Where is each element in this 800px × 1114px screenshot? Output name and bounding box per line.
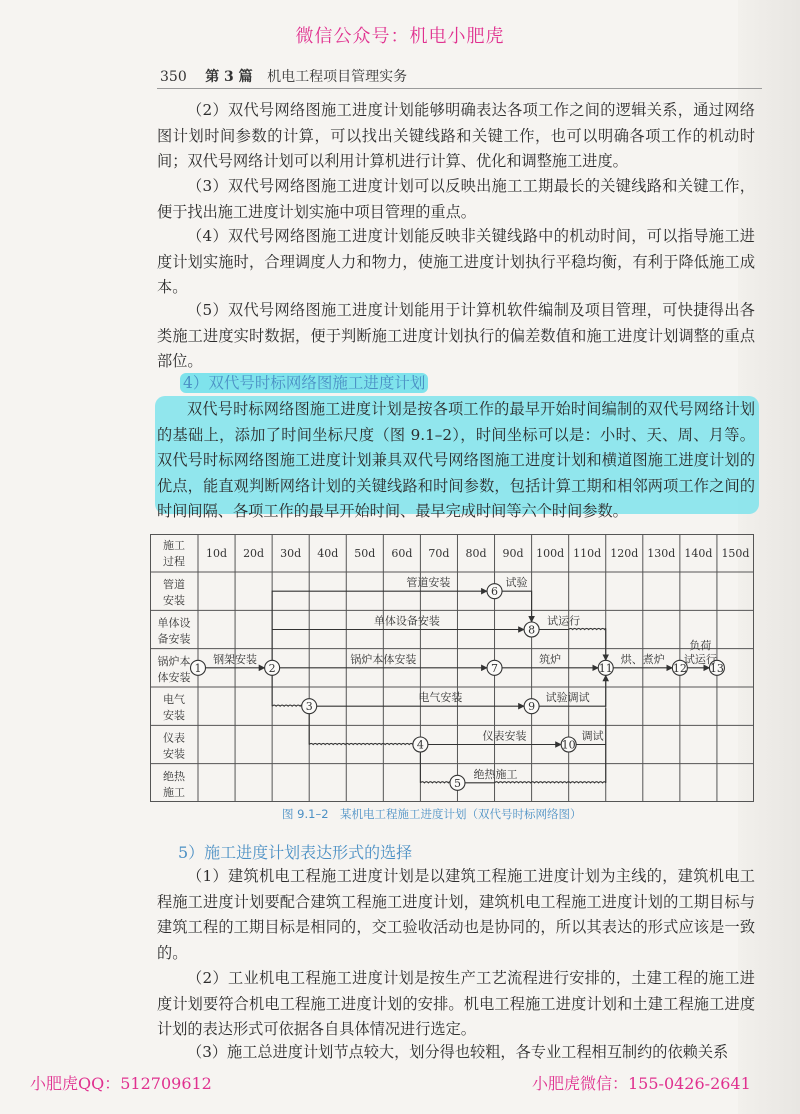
activity-label: 试运行 <box>683 652 717 666</box>
figure-caption <box>282 806 582 822</box>
activity-label: 烘、煮炉 <box>620 652 665 666</box>
float-3-4 <box>309 743 413 744</box>
activity-label: 钢架安装 <box>213 652 258 666</box>
activity-label: 绝热施工 <box>473 767 518 781</box>
node-number: 12 <box>672 661 687 675</box>
process-label-line2: 安装 <box>163 594 185 608</box>
time-column-label: 130d <box>647 547 676 560</box>
node-number: 9 <box>528 700 536 714</box>
process-label-line1: 单体设 <box>157 616 191 630</box>
process-label-line2: 安装 <box>163 709 185 723</box>
running-header <box>160 66 407 86</box>
process-label-line1: 电气 <box>163 693 185 707</box>
node-number: 6 <box>491 585 499 599</box>
activity-label: 负荷 <box>689 638 712 652</box>
activity-label: 筑炉 <box>539 652 562 666</box>
node-number: 8 <box>528 623 536 637</box>
node-number: 3 <box>305 700 313 714</box>
section-5-heading: 5）施工进度计划表达形式的选择 <box>178 843 413 862</box>
activity-label: 电气安装 <box>418 691 463 705</box>
section-5-paragraph-2: （2）工业机电工程施工进度计划是按生产工艺流程进行安排的，土建工程的施工进度计划要符合机电工程施工进度计划的安排。机电工程施工进度计划和土建工程施工进度计划的表达形式可依据各自具体情况进行选定。 <box>157 969 755 1038</box>
section-5-paragraph-3: （3）施工总进度计划节点较大，划分得也较粗，各专业工程相互制约的依赖关系 <box>187 1043 729 1061</box>
section-5-paragraph-1: （1）建筑机电工程施工进度计划是以建筑工程施工进度计划为主线的，建筑机电工程施工进度计划要配合建筑工程施工进度计划，建筑机电工程施工进度计划的工期目标与建筑工程的工期目标是相同的，交工验收活动也是协同的，所以其表达的形式应该是一致的。 <box>157 867 755 962</box>
time-column-label: 70d <box>428 547 450 560</box>
paragraph-2: （2）双代号网络图施工进度计划能够明确表达各项工作之间的逻辑关系，通过网络图计划时间参数的计算，可以找出关键线路和关键工作，也可以明确各项工作的机动时间；双代号网络计划可以利用计算机进行计算、优化和调整施工进度。 <box>157 101 755 170</box>
process-label-line1: 锅炉本 <box>157 654 191 668</box>
time-column-label: 40d <box>317 547 339 560</box>
process-label-line1: 绝热 <box>163 769 185 783</box>
process-label-line2: 施工 <box>163 785 185 799</box>
time-column-label: 120d <box>610 547 639 560</box>
activity-label: 试运行 <box>547 614 581 628</box>
watermark-top: 微信公众号：机电小肥虎 <box>295 26 505 47</box>
activity-label: 调试 <box>581 729 604 743</box>
figure-caption-text: 图 9.1–2 某机电工程施工进度计划（双代号时标网络图） <box>282 807 582 821</box>
activity-label: 试验调试 <box>545 691 590 705</box>
time-column-label: 100d <box>536 547 565 560</box>
process-label-line2: 备安装 <box>157 632 191 646</box>
time-column-label: 60d <box>391 547 413 560</box>
node-number: 13 <box>709 661 724 675</box>
time-scaled-network-chart <box>150 534 754 802</box>
node-number: 7 <box>491 661 499 675</box>
process-label-line2: 安装 <box>163 747 185 761</box>
activity-label: 锅炉本体安装 <box>350 652 417 666</box>
time-column-label: 80d <box>465 547 487 560</box>
paragraph-5: （5）双代号网络图施工进度计划能用于计算机软件编制及项目管理，可快捷得出各类施工进度实时数据，便于判断施工进度计划执行的偏差数值和施工进度计划调整的重点部位。 <box>157 301 755 370</box>
part-title: 机电工程项目管理实务 <box>267 69 408 85</box>
part-label: 第 3 篇 <box>205 69 253 85</box>
activity-label: 管道安装 <box>406 576 451 590</box>
process-label-line2: 体安装 <box>157 670 191 684</box>
header-rule <box>157 88 762 89</box>
activity-label: 单体设备安装 <box>373 614 440 628</box>
page-number: 350 <box>160 69 187 85</box>
float-2-3 <box>272 705 302 706</box>
watermark-bottom-right: 小肥虎微信：155-0426-2641 <box>532 1074 751 1093</box>
time-column-label: 150d <box>721 547 750 560</box>
node-number: 4 <box>416 738 424 752</box>
process-label-line1: 管道 <box>163 578 185 592</box>
time-column-label: 10d <box>206 547 228 560</box>
node-number: 5 <box>453 776 461 790</box>
time-column-label: 50d <box>354 547 376 560</box>
paragraph-4: （4）双代号网络图施工进度计划能反映非关键线路中的机动时间，可以指导施工进度计划实施时，合理调度人力和物力，使施工进度计划执行平稳均衡，有利于降低施工成本。 <box>157 227 755 296</box>
float-trial <box>569 628 606 629</box>
section-4-heading: 4）双代号时标网络图施工进度计划 <box>180 371 428 393</box>
node-number: 1 <box>194 661 202 675</box>
corner-label-line1: 施工 <box>163 539 185 552</box>
node-number: 11 <box>598 661 613 675</box>
node-number: 2 <box>268 661 276 675</box>
paragraph-3: （3）双代号网络图施工进度计划可以反映出施工工期最长的关键线路和关键工作，便于找出施工进度计划实施中项目管理的重点。 <box>157 177 755 221</box>
section-4-body: 双代号时标网络图施工进度计划是按各项工作的最早开始时间编制的双代号网络计划的基础上，添加了时间坐标尺度（图 9.1–2），时间坐标可以是：小时、天、周、月等。双代号时标网络图施工进度计划兼具双代号网络图施工进度计划和横道图施工进度计划的优点，能直观判断网络计划的关键线路和时间参数，包括计算工期和相邻两项工作之间的时间间隔、各项工作的最早开始时间、最早完成时间等六个时间参数。 <box>157 400 755 520</box>
node-number: 10 <box>561 738 576 752</box>
float-insul <box>495 782 606 783</box>
time-column-label: 110d <box>573 547 602 560</box>
watermark-bottom-left: 小肥虎QQ：512709612 <box>30 1074 212 1093</box>
time-column-label: 20d <box>243 547 265 560</box>
float-4-5 <box>420 782 450 783</box>
process-label-line1: 仪表 <box>163 731 185 745</box>
activity-label: 试验 <box>505 576 528 590</box>
arrow-test <box>502 591 532 622</box>
activity-label: 仪表安装 <box>482 729 527 743</box>
corner-label-line2: 过程 <box>163 555 185 568</box>
time-column-label: 140d <box>684 547 713 560</box>
time-column-label: 90d <box>502 547 524 560</box>
time-column-label: 30d <box>280 547 302 560</box>
